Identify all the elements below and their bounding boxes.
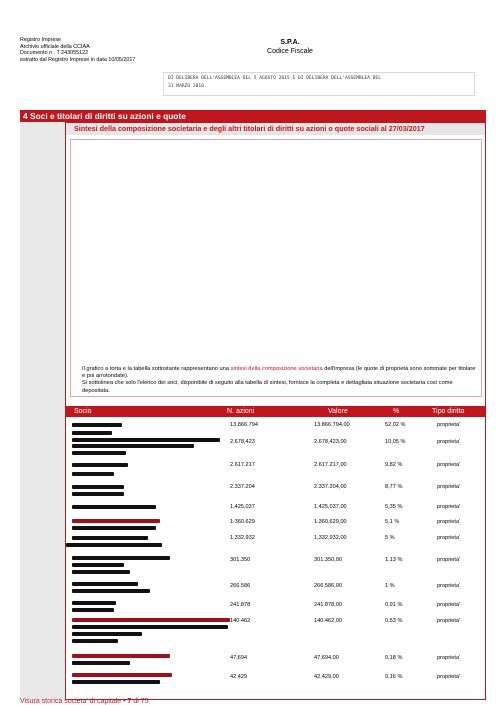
page-footer (20, 698, 149, 705)
col-header-right-type: Tipo diritto (432, 408, 465, 415)
cell-percent: 8,77 % (385, 484, 403, 490)
cell-right-type: proprieta' (437, 674, 461, 680)
cell-percent: 5,1 % (385, 519, 400, 525)
deliberation-line: DI DELIBERA DELL'ASSEMBLEA DEL 5 AGOSTO 2015 E DI DELIBERA DELL'ASSEMBLEA DEL (168, 76, 381, 81)
cell-value: 1.360.629,00 (314, 519, 347, 525)
redacted-name (72, 654, 170, 658)
redacted-name (72, 570, 130, 574)
cell-value: 241.878,00 (314, 602, 342, 608)
redacted-name (72, 472, 114, 476)
cell-right-type: proprieta' (437, 535, 461, 541)
cell-percent: 0,18 % (385, 655, 403, 661)
cell-right-type: proprieta' (437, 484, 461, 490)
cell-percent: 0,16 % (385, 674, 403, 680)
footer-page-total: di 75 (131, 698, 149, 705)
redacted-name (72, 526, 156, 530)
redacted-name (72, 536, 148, 540)
cell-shares: 2.337.204 (230, 484, 255, 490)
cell-right-type: proprieta' (437, 462, 461, 468)
cell-value: 1,425,037,00 (314, 504, 347, 510)
cell-right-type: proprieta' (437, 422, 461, 428)
cell-shares: 241.878 (230, 602, 251, 608)
cell-percent: 0,53 % (385, 618, 403, 624)
redacted-name (72, 601, 116, 605)
redacted-name (72, 680, 160, 684)
explanation-text-a: Il grafico a torta e la tabella sottostante rappresentano una (82, 366, 231, 372)
cell-percent: 5 % (385, 535, 395, 541)
redacted-name (72, 463, 128, 467)
cell-percent: 1 % (385, 583, 395, 589)
col-header-socio: Socio (74, 408, 92, 415)
redacted-name (72, 438, 220, 442)
registry-line: Archivio ufficiale della CCIAA (20, 43, 90, 50)
registry-line: estratto dal Registro Imprese in data 10/05/2017 (20, 56, 136, 63)
redacted-name (72, 582, 138, 586)
cell-value: 1,332,932,00 (314, 535, 347, 541)
fiscal-code-label: Codice Fiscale (267, 48, 313, 55)
redacted-name (72, 519, 160, 523)
cell-right-type: proprieta' (437, 583, 461, 589)
explanation-text-b: dell'impresa (le quote di proprietà sono sommate per titolare e poi arrotondate). (82, 366, 476, 380)
redacted-name (72, 673, 172, 677)
explanation-p2: Si sottolinea che solo l'elenco dei soci, disponibile di seguito alla tabella di sintesi, fornisce la completa e dettagliata situazione societaria così come depositata. (82, 380, 453, 394)
cell-shares: 1,425,037 (230, 504, 255, 510)
redacted-name (72, 589, 150, 593)
redacted-name (72, 625, 228, 629)
redacted-name (72, 485, 124, 489)
redacted-name (72, 431, 112, 435)
col-header-percent: % (393, 408, 400, 415)
redacted-name (72, 661, 130, 665)
explanation-link[interactable]: sintesi della composizione societaria (230, 366, 323, 372)
cell-percent: 5,35 % (385, 504, 403, 510)
cell-right-type: proprieta' (437, 618, 461, 624)
redacted-name (72, 444, 194, 448)
registry-line: Documento n . T 243055122 (20, 50, 89, 57)
redacted-name (72, 505, 156, 509)
cell-shares: 13.866.794 (230, 422, 258, 428)
company-header (230, 38, 350, 56)
explanation-text (82, 366, 478, 395)
cell-value: 42,429,00 (314, 674, 339, 680)
col-header-value: Valore (328, 408, 348, 415)
deliberation-box (163, 72, 475, 96)
redacted-name (72, 451, 126, 455)
cell-value: 2.337.204,00 (314, 484, 347, 490)
cell-value: 140.462,00 (314, 618, 342, 624)
cell-shares: 1.360.629 (230, 519, 255, 525)
cell-shares: 42.429 (230, 674, 248, 680)
redacted-name (66, 543, 162, 547)
cell-percent: 52,02 % (385, 422, 406, 428)
section-title: 4 Soci e titolari di diritti su azioni e quote (23, 111, 186, 121)
cell-shares: 140.462 (230, 618, 251, 624)
redacted-name (72, 556, 170, 560)
cell-percent: 1,13 % (385, 557, 403, 563)
chart-area (70, 139, 482, 397)
cell-value: 2.617.217,00 (314, 462, 347, 468)
cell-shares: 47,694 (230, 655, 248, 661)
cell-shares: 1,332,932 (230, 535, 255, 541)
footer-page-number: 7 (127, 698, 132, 705)
registry-header (20, 37, 135, 63)
cell-value: 47,694,00 (314, 655, 339, 661)
cell-right-type: proprieta' (437, 602, 461, 608)
redacted-name (72, 423, 122, 427)
cell-value: 13.866.794,00 (314, 422, 350, 428)
cell-right-type: proprieta' (437, 655, 461, 661)
left-margin-bar (20, 110, 65, 700)
cell-right-type: proprieta' (437, 519, 461, 525)
cell-shares: 301.350 (230, 557, 251, 563)
redacted-name (72, 492, 124, 496)
cell-right-type: proprieta' (437, 439, 461, 445)
cell-right-type: proprieta' (437, 504, 461, 510)
cell-percent: 10,05 % (385, 439, 406, 445)
cell-value: 2,678,423,00 (314, 439, 347, 445)
redacted-name (72, 608, 114, 612)
registry-line: Registro Imprese (20, 37, 62, 43)
cell-value: 266.586,00 (314, 583, 342, 589)
redacted-name (72, 639, 118, 643)
cell-value: 301.350,00 (314, 557, 342, 563)
redacted-name (72, 632, 142, 636)
cell-right-type: proprieta' (437, 557, 461, 563)
deliberation-line: 31 MARZO 2016. (168, 84, 207, 89)
cell-shares: 266.586 (230, 583, 251, 589)
redacted-name (72, 618, 230, 622)
redacted-name (72, 563, 124, 567)
footer-label: Visura storica societa' di capitale • (20, 698, 128, 705)
explanation-p1 (82, 366, 478, 380)
summary-title: Sintesi della composizione societaria e degli altri titolari di diritti su azioni o quote sociali al 27/03/2017 (74, 124, 425, 133)
company-type: S.P.A. (280, 39, 300, 46)
cell-percent: 0,91 % (385, 602, 403, 608)
cell-shares: 2.617.217 (230, 462, 255, 468)
col-header-shares: N. azioni (227, 408, 255, 415)
table-header (66, 406, 485, 417)
cell-percent: 9,82 % (385, 462, 403, 468)
cell-shares: 2,678,423 (230, 439, 255, 445)
